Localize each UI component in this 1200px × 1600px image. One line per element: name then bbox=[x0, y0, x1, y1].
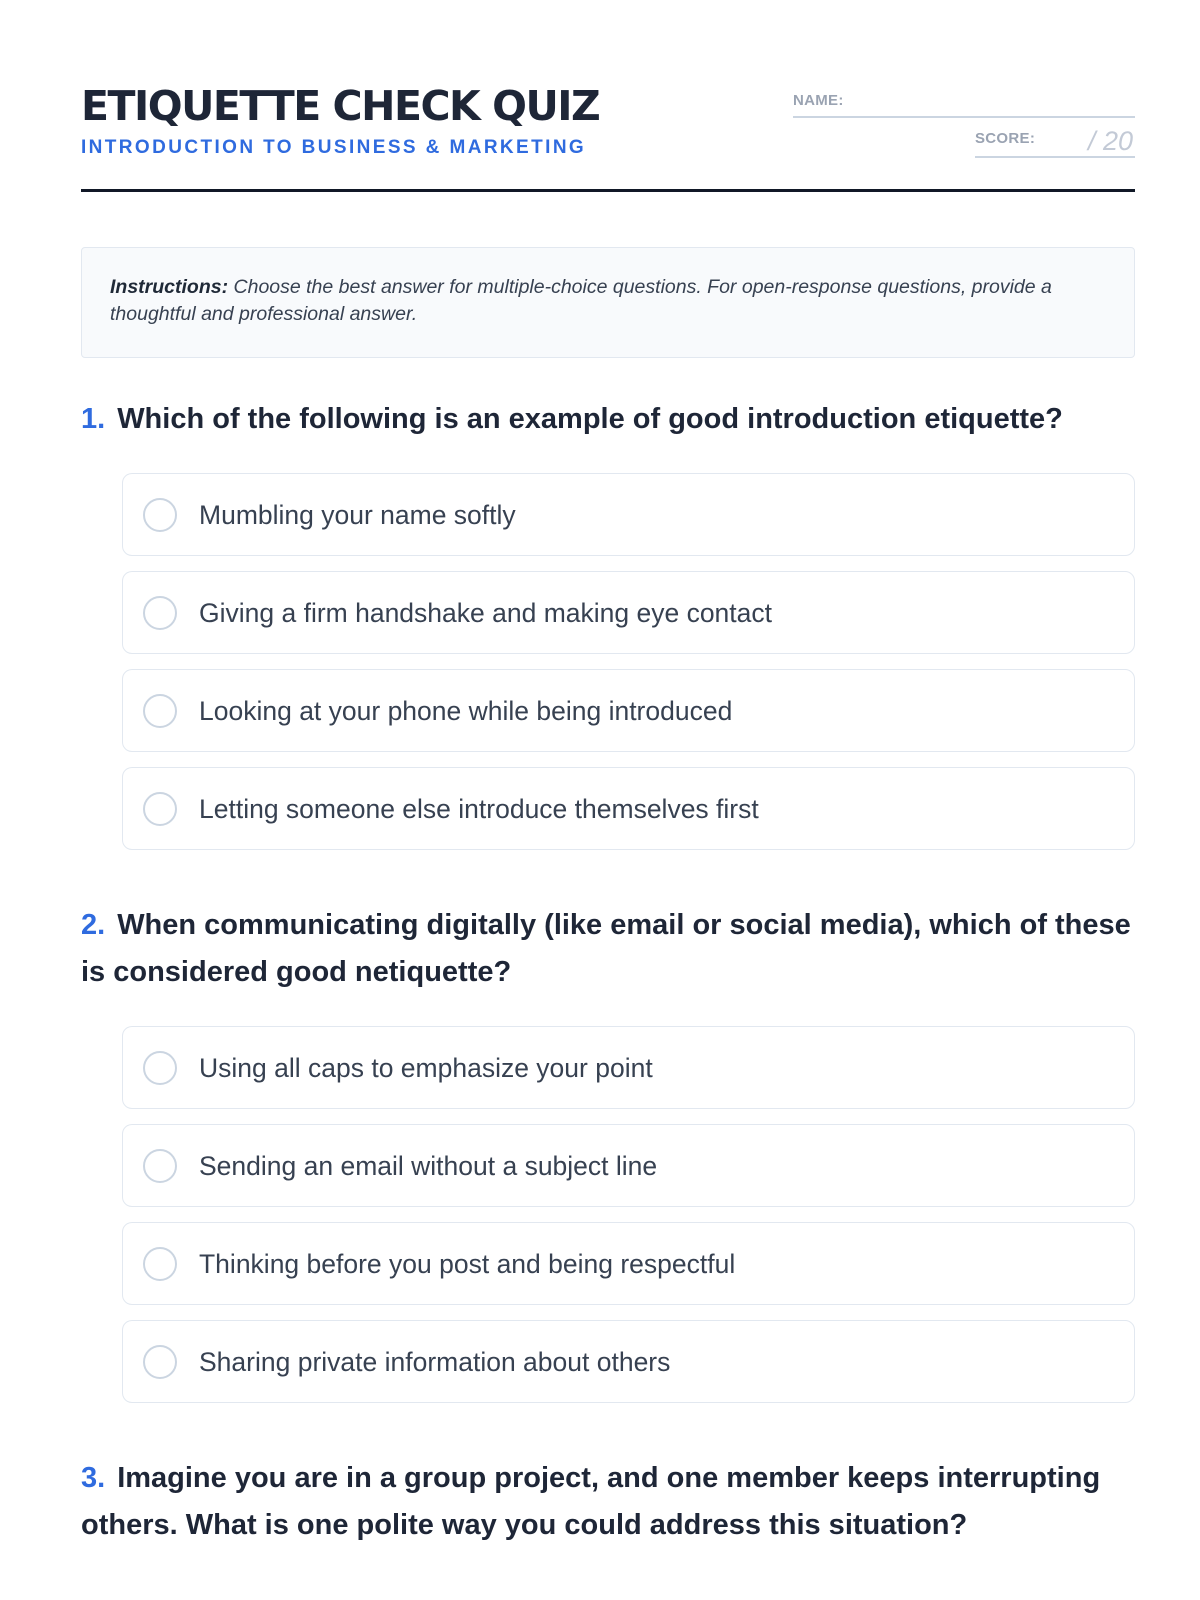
answer-option[interactable] bbox=[122, 767, 1135, 850]
option-label: Giving a firm handshake and making eye contact bbox=[199, 598, 773, 628]
instructions-text: Choose the best answer for multiple-choice questions. For open-response questions, provide a thoughtful and professional answer. bbox=[110, 276, 1052, 325]
answer-option[interactable] bbox=[122, 1026, 1135, 1109]
question-number: 1. bbox=[81, 403, 106, 435]
radio-button[interactable] bbox=[143, 1149, 177, 1183]
question-text: When communicating digitally (like email or social media), which of these is considered good netiquette? bbox=[81, 909, 1131, 988]
score-field[interactable] bbox=[975, 126, 1135, 158]
score-label: SCORE: bbox=[975, 130, 1036, 147]
question-2-options bbox=[122, 1026, 1135, 1418]
answer-option[interactable] bbox=[122, 669, 1135, 752]
question-3 bbox=[81, 1455, 1135, 1549]
radio-button[interactable] bbox=[143, 1345, 177, 1379]
radio-button[interactable] bbox=[143, 792, 177, 826]
answer-option[interactable] bbox=[122, 473, 1135, 556]
question-1-options bbox=[122, 473, 1135, 865]
question-2 bbox=[81, 902, 1135, 996]
option-label: Thinking before you post and being respectful bbox=[199, 1249, 736, 1279]
option-label: Sending an email without a subject line bbox=[199, 1151, 658, 1181]
quiz-page bbox=[81, 0, 1135, 1541]
radio-button[interactable] bbox=[143, 596, 177, 630]
instructions-label: Instructions: bbox=[110, 276, 229, 298]
radio-button[interactable] bbox=[143, 694, 177, 728]
radio-button[interactable] bbox=[143, 1247, 177, 1281]
question-1 bbox=[81, 396, 1135, 443]
quiz-header bbox=[81, 0, 1135, 192]
answer-option[interactable] bbox=[122, 1320, 1135, 1403]
radio-button[interactable] bbox=[143, 498, 177, 532]
score-total: / 20 bbox=[1087, 126, 1133, 156]
instructions-box bbox=[81, 247, 1135, 358]
answer-option[interactable] bbox=[122, 1124, 1135, 1207]
question-number: 3. bbox=[81, 1462, 106, 1494]
option-label: Looking at your phone while being introduced bbox=[199, 696, 733, 726]
question-text: Which of the following is an example of good introduction etiquette? bbox=[117, 403, 1063, 435]
page-title: ETIQUETTE CHECK QUIZ bbox=[81, 82, 600, 130]
answer-option[interactable] bbox=[122, 571, 1135, 654]
answer-option[interactable] bbox=[122, 1222, 1135, 1305]
option-label: Mumbling your name softly bbox=[199, 500, 516, 530]
option-label: Using all caps to emphasize your point bbox=[199, 1053, 653, 1083]
question-number: 2. bbox=[81, 909, 106, 941]
question-text: Imagine you are in a group project, and one member keeps interrupting others. What is one polite way you could address this situation? bbox=[81, 1462, 1101, 1541]
option-label: Sharing private information about others bbox=[199, 1347, 671, 1377]
course-subtitle: INTRODUCTION TO BUSINESS & MARKETING bbox=[81, 137, 587, 158]
name-label: NAME: bbox=[793, 92, 844, 109]
radio-button[interactable] bbox=[143, 1051, 177, 1085]
option-label: Letting someone else introduce themselves first bbox=[199, 794, 759, 824]
name-field[interactable] bbox=[793, 88, 1135, 118]
